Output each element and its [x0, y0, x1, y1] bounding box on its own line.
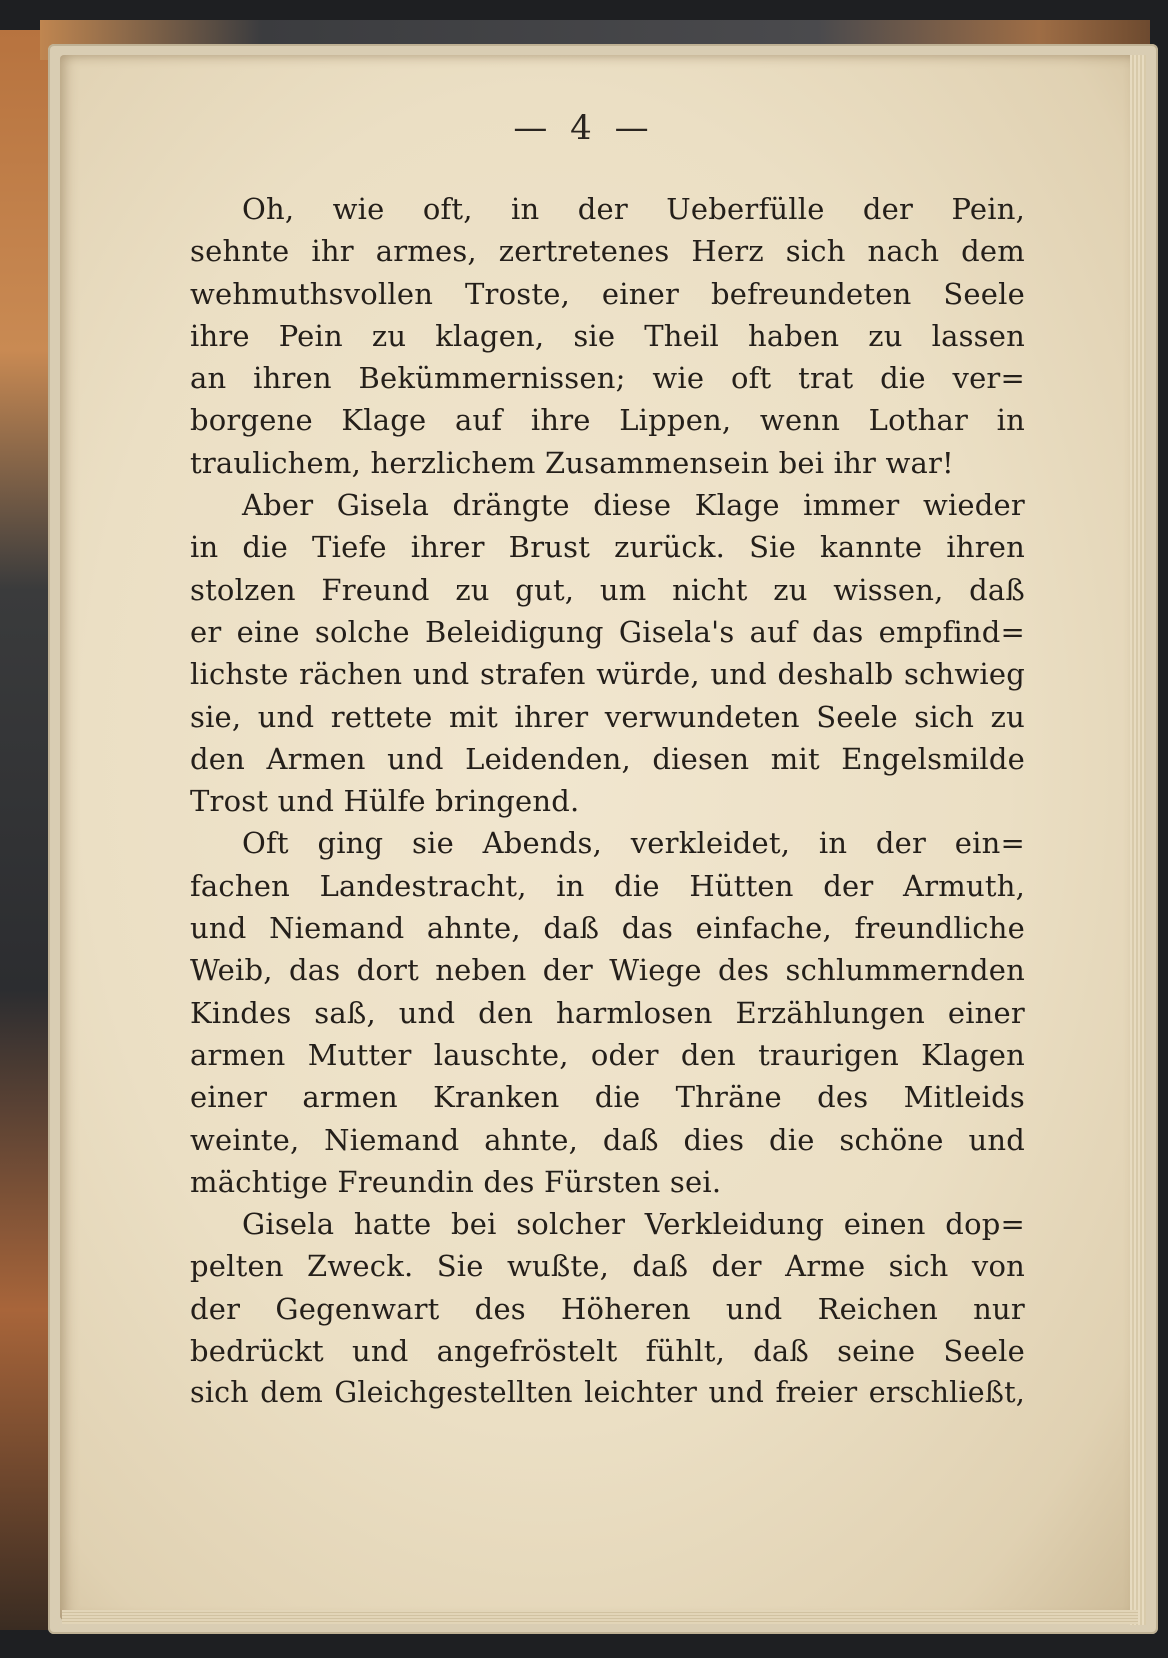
text-line: sich dem Gleichgestellten leichter und freier erschließt,: [190, 1376, 1025, 1410]
text-line: armen Mutter lauschte, oder den traurigen Klagen: [190, 1037, 1025, 1072]
text-line: mächtige Freundin des Fürsten sei.: [190, 1164, 722, 1199]
text-line: Oft ging sie Abends, verkleidet, in der ein=: [242, 826, 1025, 861]
body-text: [190, 188, 1025, 1415]
text-line: Aber Gisela drängte diese Klage immer wieder: [242, 488, 1025, 523]
text-line: fachen Landestracht, in die Hütten der Armuth,: [190, 868, 1025, 903]
text-line: Kindes saß, und den harmlosen Erzählungen einer: [190, 995, 1025, 1030]
text-line: borgene Klage auf ihre Lippen, wenn Lothar in: [190, 403, 1025, 438]
text-line: traulichem, herzlichem Zusammensein bei ihr war!: [190, 445, 954, 480]
text-line: Trost und Hülfe bringend.: [190, 784, 580, 819]
text-line: er eine solche Beleidigung Gisela's auf das empfind=: [190, 614, 1025, 649]
text-line: lichste rächen und strafen würde, und deshalb schwieg: [190, 657, 1025, 692]
page-number: — 4 —: [513, 108, 655, 148]
text-line: pelten Zweck. Sie wußte, daß der Arme sich von: [190, 1249, 1025, 1284]
text-line: Weib, das dort neben der Wiege des schlummernden: [190, 953, 1025, 988]
text-line: ihre Pein zu klagen, sie Theil haben zu lassen: [190, 318, 1025, 353]
text-line: bedrückt und angefröstelt fühlt, daß seine Seele: [190, 1334, 1025, 1369]
page-edges-right: [1130, 55, 1146, 1625]
text-line: und Niemand ahnte, daß das einfache, freundliche: [190, 911, 1025, 946]
text-line: an ihren Bekümmernissen; wie oft trat die ver=: [190, 361, 1025, 396]
text-line: Gisela hatte bei solcher Verkleidung einen dop=: [242, 1207, 1025, 1242]
text-line: sehnte ihr armes, zertretenes Herz sich nach dem: [190, 234, 1025, 269]
page-edges-bottom: [62, 1610, 1138, 1624]
text-line: weinte, Niemand ahnte, daß dies die schöne und: [190, 1122, 1025, 1157]
text-line: den Armen und Leidenden, diesen mit Engelsmilde: [190, 741, 1025, 776]
text-line: einer armen Kranken die Thräne des Mitleids: [190, 1080, 1025, 1115]
text-line: in die Tiefe ihrer Brust zurück. Sie kannte ihren: [190, 530, 1025, 565]
text-line: wehmuthsvollen Troste, einer befreundeten Seele: [190, 276, 1025, 311]
text-line: stolzen Freund zu gut, um nicht zu wissen, daß: [190, 572, 1025, 607]
text-line: der Gegenwart des Höheren und Reichen nur: [190, 1291, 1025, 1326]
text-line: sie, und rettete mit ihrer verwundeten Seele sich zu: [190, 699, 1025, 734]
text-line: Oh, wie oft, in der Ueberfülle der Pein,: [242, 192, 1025, 226]
